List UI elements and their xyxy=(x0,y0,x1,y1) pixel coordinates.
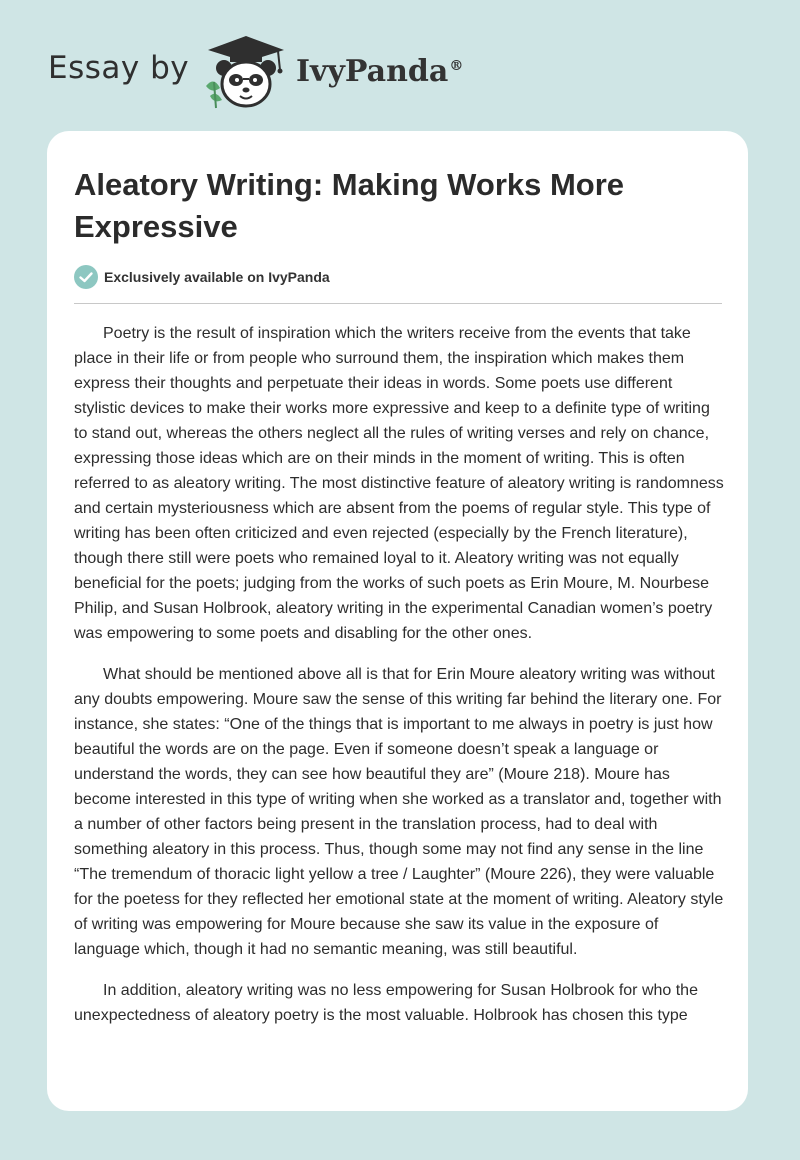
site-header xyxy=(0,0,800,130)
divider xyxy=(74,303,722,304)
paragraph: In addition, aleatory writing was no less empowering for Susan Holbrook for who the unexpectedness of aleatory poetry is the most valuable. Holbrook has chosen this type xyxy=(74,982,698,1024)
essay-card xyxy=(47,131,748,1111)
paragraph: Poetry is the result of inspiration which the writers receive from the events that take place in their life or from people who surround them, the inspiration which makes them express their thoughts and perpetuate their ideas in words. Some poets use different stylistic devices to make their works more expressive and keep to a definite type of writing to stand out, whereas the others neglect all the rules of writing verses and rely on chance, expressing those ideas which are on their minds in the moment of writing. This is often referred to as aleatory writing. The most distinctive feature of aleatory writing is randomness and certain mysteriousness which are absent from the poems of regular style. This type of writing has been often criticized and even rejected (especially by the French literature), though there still were poets who remained loyal to it. Aleatory writing was not equally beneficial for the poets; judging from the works of such poets as Erin Moure, M. Nourbese Philip, and Susan Holbrook, aleatory writing in the experimental Canadian women’s poetry was empowering to some poets and disabling for the other ones. xyxy=(74,325,724,642)
registered-mark: ® xyxy=(449,58,464,74)
essay-title: Aleatory Writing: Making Works More Expressive xyxy=(74,167,625,244)
exclusive-badge-label: Exclusively available on IvyPanda xyxy=(104,269,330,285)
panda-logo-icon[interactable] xyxy=(200,34,292,110)
check-circle-icon xyxy=(74,265,98,289)
exclusive-badge xyxy=(74,264,330,290)
brand-name-text: IvyPanda xyxy=(296,54,449,89)
essay-by-label: Essay by xyxy=(48,50,190,86)
brand-name[interactable] xyxy=(296,54,463,89)
paragraph: What should be mentioned above all is that for Erin Moure aleatory writing was without any doubts empowering. Moure saw the sense of this writing far behind the literary one. For instance, she states: “One of the things that is important to me always in poetry is just how beautiful the words are on the page. Even if someone doesn’t speak a language or understand the words, they can see how beautiful they are” (Moure 218). Moure has become interested in this type of writing when she worked as a translator and, together with a number of other factors being present in the translation process, had to deal with something aleatory in this process. Thus, though some may not find any sense in the line “The tremendum of thoracic light yellow a tree / Laughter” (Moure 226), they were valuable for the poetess for they reflected her emotional state at the moment of writing. Aleatory style of writing was empowering for Moure because she saw its value in the exposure of language which, though it had no semantic meaning, was still beautiful. xyxy=(74,666,724,958)
essay-body xyxy=(74,321,724,1044)
